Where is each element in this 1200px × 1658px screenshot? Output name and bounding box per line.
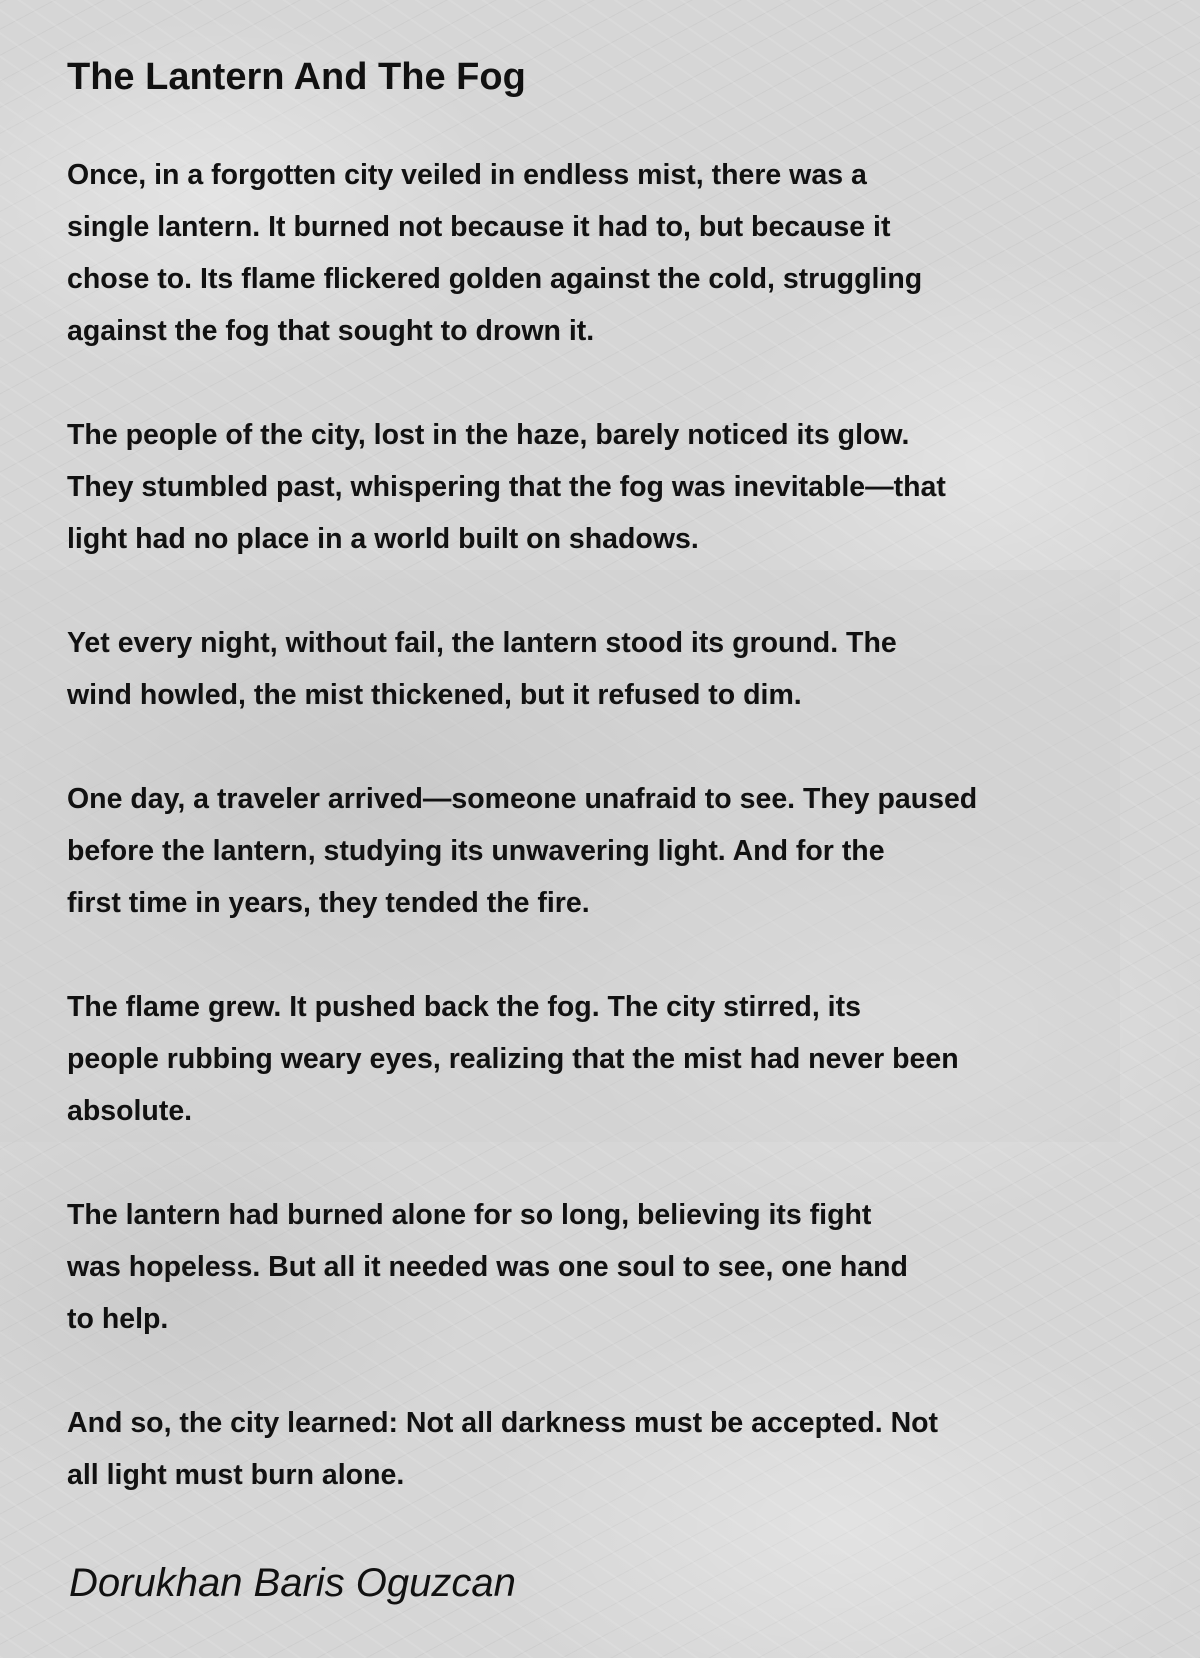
poem-line: was hopeless. But all it needed was one soul to see, one hand [67, 1251, 908, 1283]
poem-line: to help. [67, 1303, 169, 1335]
poem-line: before the lantern, studying its unwavering light. And for the [67, 835, 885, 867]
poem-line: Once, in a forgotten city veiled in endless mist, there was a [67, 159, 867, 191]
poem-line: absolute. [67, 1095, 193, 1127]
stanza-2 [67, 409, 1157, 565]
stanza-5 [67, 981, 1157, 1137]
poem-line: One day, a traveler arrived—someone unafraid to see. They paused [67, 783, 978, 815]
stanza-3 [67, 617, 1157, 721]
poem-line: against the fog that sought to drown it. [67, 315, 595, 347]
poem-line: light had no place in a world built on shadows. [67, 523, 699, 555]
stanza-6 [67, 1189, 1157, 1345]
poem-body [67, 149, 1157, 1553]
author-name: Dorukhan Baris Oguzcan [69, 1561, 516, 1605]
poem-line: The lantern had burned alone for so long, believing its fight [67, 1199, 872, 1231]
poem-line: all light must burn alone. [67, 1459, 405, 1491]
poem-line: The people of the city, lost in the haze, barely noticed its glow. [67, 419, 910, 451]
poem-title: The Lantern And The Fog [67, 56, 526, 98]
poem-line: chose to. Its flame flickered golden against the cold, struggling [67, 263, 923, 295]
poem-line: single lantern. It burned not because it had to, but because it [67, 211, 891, 243]
poem-line: first time in years, they tended the fire. [67, 887, 590, 919]
poem-line: people rubbing weary eyes, realizing that the mist had never been [67, 1043, 959, 1075]
poem-line: The flame grew. It pushed back the fog. The city stirred, its [67, 991, 861, 1023]
poem-line: Yet every night, without fail, the lantern stood its ground. The [67, 627, 897, 659]
stanza-4 [67, 773, 1157, 929]
poem-line: They stumbled past, whispering that the fog was inevitable—that [67, 471, 946, 503]
stanza-7 [67, 1397, 1157, 1501]
stanza-1 [67, 149, 1157, 357]
poem-line: And so, the city learned: Not all darkness must be accepted. Not [67, 1407, 939, 1439]
poem-line: wind howled, the mist thickened, but it refused to dim. [67, 679, 802, 711]
